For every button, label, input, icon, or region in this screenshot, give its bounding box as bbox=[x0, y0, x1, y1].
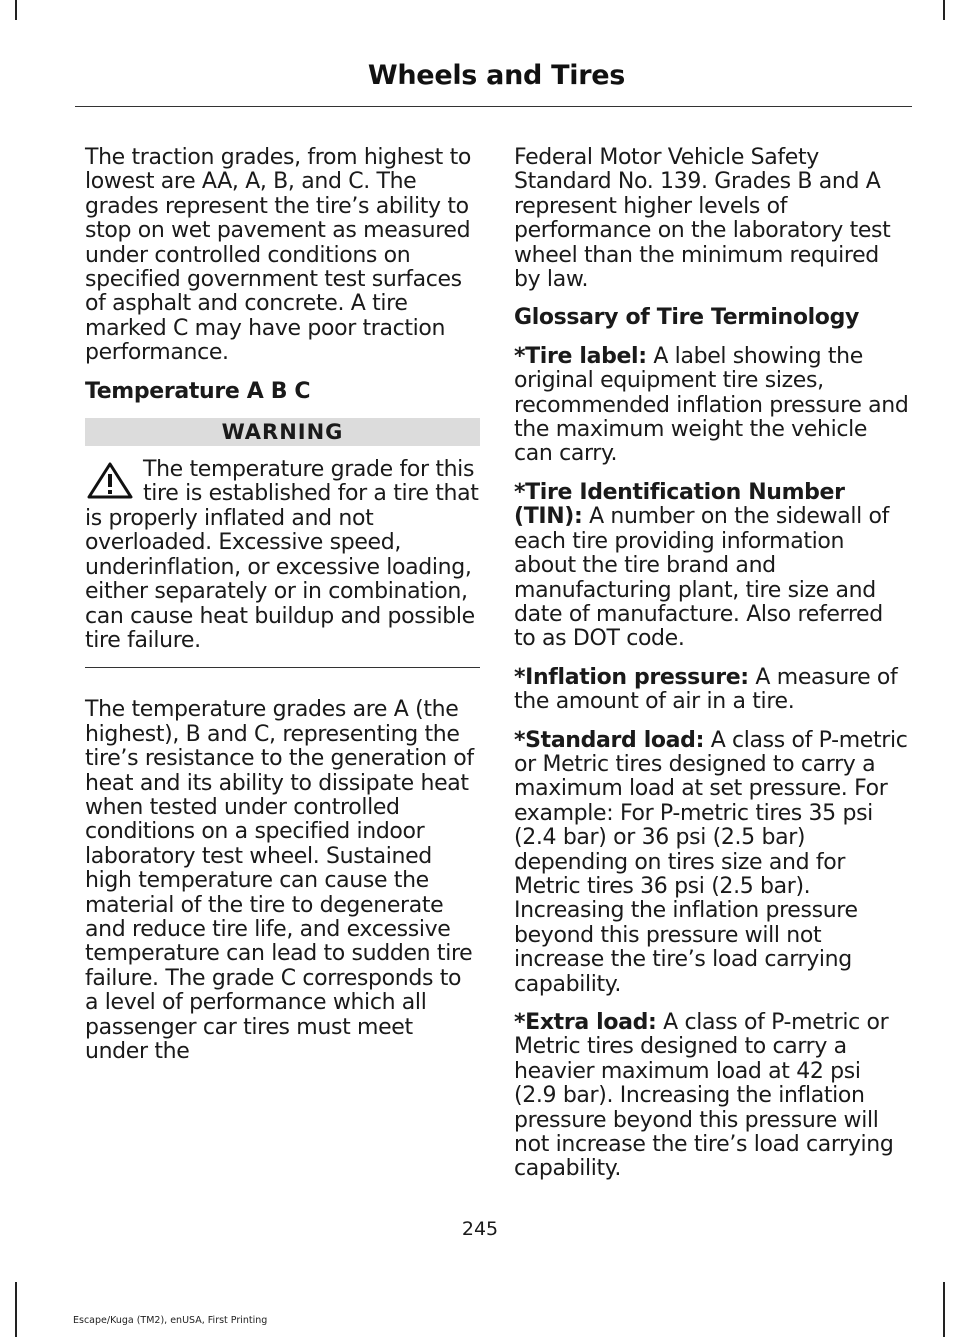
glossary-definition: A label showing the original equipment tire sizes, recommended inflation pressure and the maximum weight the vehicle can carry. bbox=[514, 343, 909, 467]
warning-box bbox=[85, 418, 480, 668]
glossary-definition: A class of P-metric or Metric tires designed to carry a maximum load at set pressure. For example: For P-metric tires 35 psi (2.4 bar) or 36 psi (2.5 bar) depending on tires size and for Metric tires 36 psi (2.5 bar). Increasing the inflation pressure beyond this pressure will not increase the tire’s load carrying capability. bbox=[514, 727, 908, 997]
warning-body bbox=[85, 458, 480, 653]
temperature-heading: Temperature A B C bbox=[85, 378, 311, 404]
glossary-term: *Extra load: bbox=[514, 1010, 657, 1035]
warning-divider bbox=[85, 667, 480, 668]
left-column bbox=[85, 146, 480, 1078]
glossary-entry bbox=[514, 1011, 909, 1182]
glossary-entry bbox=[514, 481, 909, 652]
traction-grades-paragraph: The traction grades, from highest to lowest are AA, A, B, and C. The grades represent the tire’s ability to stop on wet pavement as measured under controlled conditions on specified government test surfaces of asphalt and concrete. A tire marked C may have poor traction performance. bbox=[85, 145, 471, 366]
crop-mark bbox=[943, 0, 945, 20]
glossary-entry bbox=[514, 729, 909, 997]
warning-label: WARNING bbox=[85, 418, 480, 446]
warning-text: The temperature grade for this tire is established for a tire that is properly inflated and not overloaded. Excessive speed, underinflation, or excessive loading, either separately or in combination, can cause heat buildup and possible tire failure. bbox=[85, 457, 479, 653]
glossary-heading: Glossary of Tire Terminology bbox=[514, 305, 859, 331]
fmvss-paragraph: Federal Motor Vehicle Safety Standard No. 139. Grades B and A represent higher levels of performance on the laboratory test wheel than the minimum required by law. bbox=[514, 145, 891, 293]
crop-mark bbox=[15, 0, 17, 20]
crop-mark bbox=[943, 1282, 945, 1337]
title-divider bbox=[75, 106, 912, 107]
glossary-entry bbox=[514, 666, 909, 715]
glossary-definition: A class of P-metric or Metric tires designed to carry a heavier maximum load at 42 psi (2.9 bar). Increasing the inflation pressure beyond this pressure will not increase the tire’s load carrying capability. bbox=[514, 1010, 894, 1182]
warning-triangle-icon bbox=[85, 460, 135, 500]
footer-text: Escape/Kuga (TM2), enUSA, First Printing bbox=[73, 1315, 268, 1326]
page-title: Wheels and Tires bbox=[367, 60, 625, 91]
page-number: 245 bbox=[461, 1218, 499, 1240]
glossary-definition: A number on the sidewall of each tire providing information about the tire brand and manufacturing plant, tire size and date of manufacture. Also referred to as DOT code. bbox=[514, 504, 889, 652]
glossary-term: *Tire label: bbox=[514, 343, 647, 369]
temperature-grades-paragraph: The temperature grades are A (the highest), B and C, representing the tire’s resistance to the generation of heat and its ability to dissipate heat when tested under controlled conditions on a specified indoor laboratory test wheel. Sustained high temperature can cause the material of the tire to degenerate and reduce tire life, and excessive temperature can lead to sudden tire failure. The grade C corresponds to a level of performance which all passenger car tires must meet under the bbox=[85, 697, 474, 1064]
crop-mark bbox=[15, 1282, 17, 1337]
glossary-definition: A measure of the amount of air in a tire. bbox=[514, 664, 898, 715]
glossary-term: *Inflation pressure: bbox=[514, 664, 749, 690]
glossary-entry bbox=[514, 345, 909, 467]
glossary-term: *Standard load: bbox=[514, 727, 705, 753]
glossary-term: *Tire Identification Number (TIN): bbox=[514, 479, 845, 530]
right-column bbox=[514, 146, 909, 1196]
